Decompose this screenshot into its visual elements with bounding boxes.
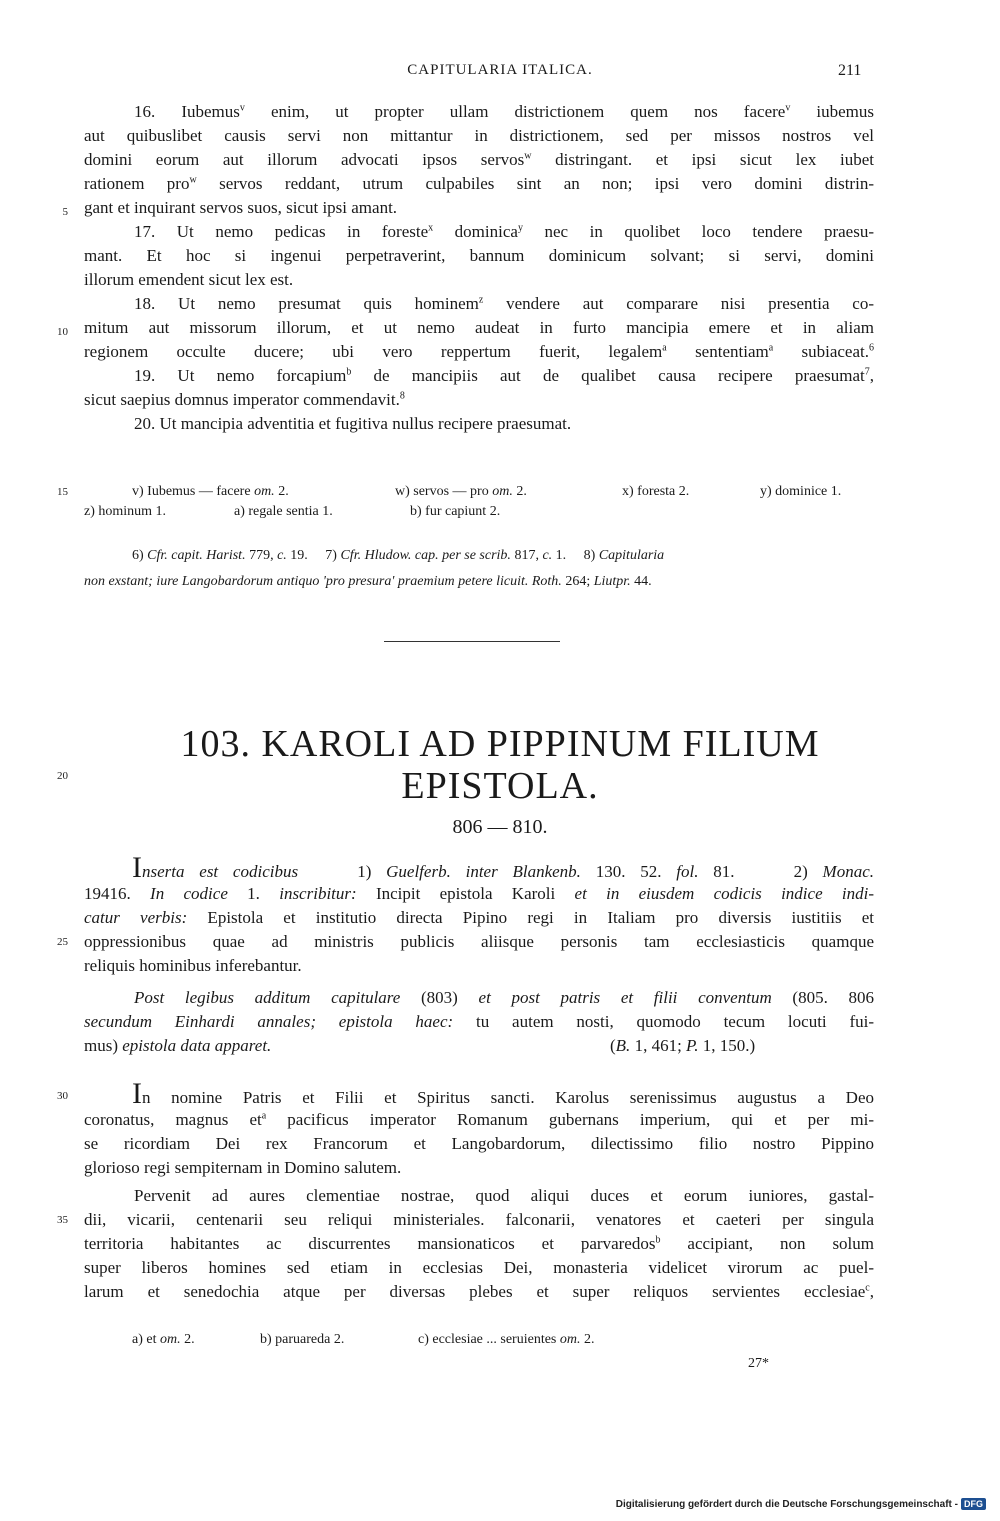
body-line: mant. Et hoc si ingenui perpetraverint, bannum dominicum solvant; si servi, domini [84, 246, 874, 265]
body-line: 20. Ut mancipia adventitia et fugitiva nullus recipere praesumat. [134, 414, 572, 433]
line-number: 35 [57, 1214, 68, 1226]
variant-note: b) fur capiunt 2. [410, 504, 501, 519]
intro-line: 19416. In codice 1. inscribitur: Incipit epistola Karoli et in eiusdem codicis indice indi- [84, 884, 875, 903]
variant-note: v) Iubemus — facere om. 2. [132, 484, 289, 499]
body-line: 19. Ut nemo forcapium$^b$ de mancipiis aut de qualibet causa recipere praesumat$^7$, [134, 366, 874, 385]
note-line: non exstant; iure Langobardorum antiquo 'pro presura' praemium petere licuit. Roth. 264; Liutpr. 44. [84, 574, 652, 589]
variant-note: x) foresta 2. [622, 484, 690, 499]
variant-note: b) paruareda 2. [260, 1332, 345, 1347]
line-number: 5 [62, 206, 68, 218]
letter-line: dii, vicarii, centenarii seu reliqui ministeriales. falconarii, venatores et caeteri per singula [84, 1210, 874, 1229]
letter-line: super liberos homines sed etiam in ecclesias Dei, monasteria videlicet virorum ac puel- [84, 1258, 874, 1277]
footer-text: Digitalisierung gefördert durch die Deutsche Forschungsgemeinschaft - [615, 1498, 958, 1510]
body-line: 18. Ut nemo presumat quis hominem$^z$ vendere aut comparare nisi presentia co- [134, 294, 874, 313]
intro-line: mus) epistola data apparet. [84, 1036, 272, 1055]
body-line: mitum aut missorum illorum, et ut nemo audeat in furto mancipia emere et in aliam [84, 318, 874, 337]
page-number: 211 [838, 62, 862, 79]
intro-line: Inserta est codicibus 1) Guelferb. inter Blankenb. 130. 52. fol. 81. 2) Monac. [132, 851, 874, 884]
variant-note: a) regale sentia 1. [234, 504, 333, 519]
intro-line: reliquis hominibus inferebantur. [84, 956, 302, 975]
body-line: 17. Ut nemo pedicas in foreste$^x$ dominica$^y$ nec in quolibet loco tendere praesu- [134, 222, 874, 241]
variant-note: y) dominice 1. [760, 484, 842, 499]
variant-note: z) hominum 1. [84, 504, 167, 519]
line-number: 20 [57, 770, 68, 782]
body-line: sicut saepius domnus imperator commendavit.$^8$ [84, 390, 405, 409]
body-line: rationem pro$^w$ servos reddant, utrum culpabiles sint an non; ipsi vero domini distrin- [84, 174, 874, 193]
letter-line: coronatus, magnus $et^a$ pacificus imperator Romanum gubernans imperium, qui et per mi- [84, 1110, 875, 1129]
body-line: regionem occulte ducere; ubi vero reppertum fuerit, legalem$^a$ sententiam$^a$ subiaceat.$^6$ [84, 342, 874, 361]
section-dates: 806 — 810. [452, 816, 548, 838]
intro-reference: (B. 1, 461; P. 1, 150.) [610, 1036, 756, 1055]
section-divider [384, 641, 560, 642]
signature-mark: 27* [748, 1356, 769, 1371]
body-line: 16. Iubemus$^v$ enim, ut propter ullam districtionem quem nos facere$^v$ iubemus [134, 102, 875, 121]
variant-note: a) et om. 2. [132, 1332, 195, 1347]
intro-line: Post legibus additum capitulare (803) et post patris et filii conventum (805. 806 [134, 988, 874, 1007]
body-line: domini eorum aut illorum advocati ipsos servos$^w$ distringant. et ipsi sicut lex iubet [84, 150, 874, 169]
letter-line: larum et senedochia atque per diversas plebes et super reliquos servientes ecclesiae$^c$, [84, 1282, 874, 1301]
section-title: 103. KAROLI AD PIPPINUM FILIUM [180, 723, 820, 765]
body-line: illorum emendent sicut lex est. [84, 270, 294, 289]
intro-line: oppressionibus quae ad ministris publicis aliisque personis tam ecclesiasticis quamque [84, 932, 874, 951]
line-number: 30 [57, 1090, 68, 1102]
letter-line: territoria habitantes ac discurrentes mansionaticos et parvaredos$^b$ accipiant, non solum [84, 1234, 875, 1253]
line-number: 10 [57, 326, 68, 338]
note-line: 6) Cfr. capit. Harist. 779, c. 19. 7) Cfr. Hludow. cap. per se scrib. 817, c. 1. 8) Capitularia [132, 548, 665, 563]
letter-line: Pervenit ad aures clementiae nostrae, quod aliqui duces et eorum iuniores, gastal- [134, 1186, 874, 1205]
body-line: gant et inquirant servos suos, sicut ipsi amant. [84, 198, 398, 217]
letter-line: se ricordiam Dei rex Francorum et Langobardorum, dilectissimo filio nostro Pippino [84, 1134, 874, 1153]
variant-note: c) ecclesiae ... seruientes om. 2. [418, 1332, 595, 1347]
digitization-footer [616, 1498, 986, 1510]
intro-line: secundum Einhardi annales; epistola haec: tu autem nosti, quomodo tecum locuti fui- [84, 1012, 875, 1031]
section-title-line2: EPISTOLA. [401, 765, 599, 807]
line-number: 15 [57, 486, 68, 498]
letter-line: In nomine Patris et Filii et Spiritus sancti. Karolus serenissimus augustus a Deo [132, 1077, 874, 1110]
variant-note: w) servos — pro om. 2. [395, 484, 527, 499]
line-number: 25 [57, 936, 68, 948]
intro-line: catur verbis: Epistola et institutio directa Pipino regi in Italiam pro diversis iustitiis et [84, 908, 875, 927]
dfg-logo: DFG [961, 1498, 986, 1510]
letter-line: glorioso regi sempiternam in Domino salutem. [84, 1158, 402, 1177]
running-head: CAPITULARIA ITALICA. [407, 62, 593, 78]
body-line: aut quibuslibet causis servi non mittantur in districtionem, sed per missos nostros vel [84, 126, 874, 145]
